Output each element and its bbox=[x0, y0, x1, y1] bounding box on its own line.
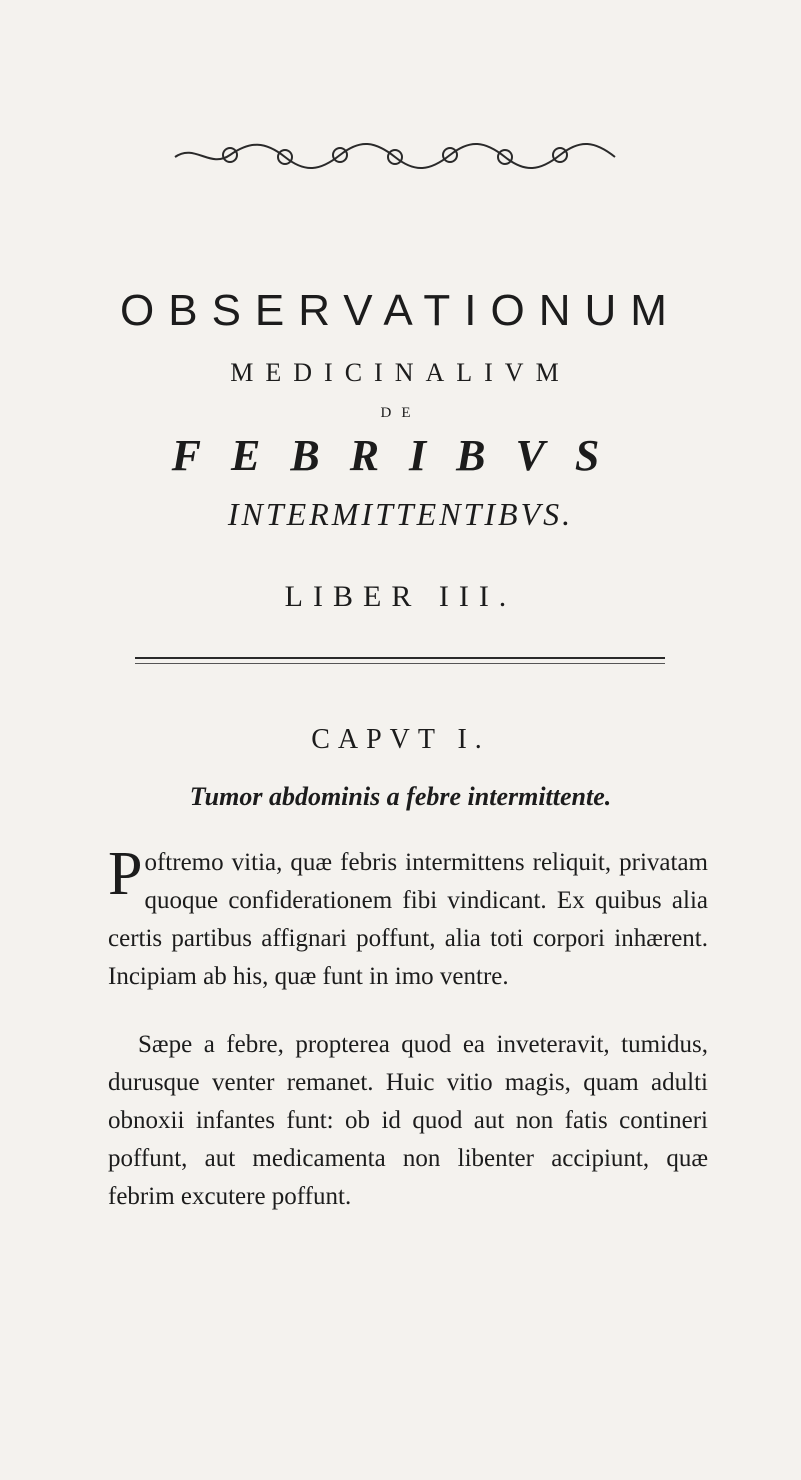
paragraph-2: Sæpe a febre, propterea quod ea inveteravit, tumidus, durusque venter remanet. Huic vitio magis, quam adulti obnoxii infantes funt: ob id quod aut non fatis contineri poffunt, aut medicamenta non libenter accipiunt, quæ febrim excutere poffunt. bbox=[108, 1031, 708, 1210]
book-number: LIBER III. bbox=[284, 580, 517, 613]
book-title: OBSERVATIONUM bbox=[120, 286, 681, 335]
chapter-title: Tumor abdominis a febre intermittente. bbox=[189, 782, 612, 811]
paragraph-1-text: oftremo vitia, quæ febris intermittens reliquit, privatam quoque confiderationem fibi vindicant. Ex quibus alia certis partibus affignari poffunt, alia toti corpori inhærent. Incipiam ab his, quæ funt in imo ventre. bbox=[108, 849, 708, 990]
book-subtitle: MEDICINALIVM bbox=[230, 358, 571, 387]
headpiece-ornament bbox=[170, 135, 620, 175]
divider-rule bbox=[135, 657, 665, 659]
drop-cap: P bbox=[108, 840, 143, 908]
subject-qualifier: INTERMITTENTIBVS. bbox=[227, 496, 574, 532]
subject-heading: FEBRIBVS bbox=[171, 431, 630, 480]
chapter-number: CAPVT I. bbox=[311, 724, 490, 755]
chapter-body bbox=[108, 840, 708, 1216]
de-label: DE bbox=[380, 405, 421, 421]
paragraph-1 bbox=[108, 840, 708, 996]
